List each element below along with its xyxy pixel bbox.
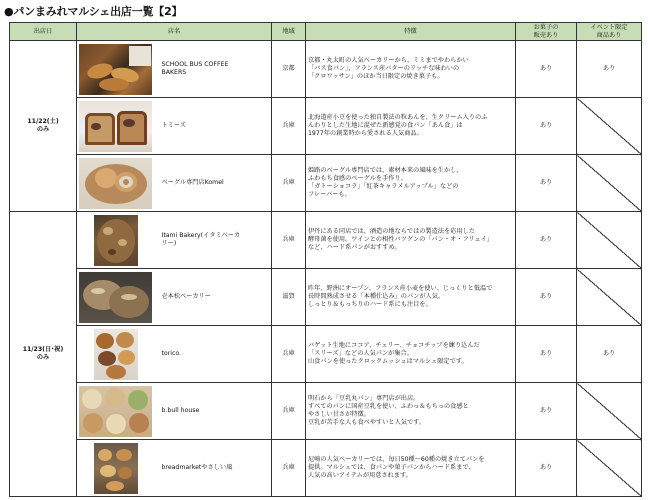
- header-date: 出店日: [10, 23, 77, 41]
- area-cell: 兵庫: [272, 212, 306, 269]
- shop-name: torico.: [160, 326, 272, 383]
- table-row: [10, 269, 642, 326]
- area-cell: 兵庫: [272, 98, 306, 155]
- table-row: [10, 155, 642, 212]
- an-shoku-bread-photo: [79, 101, 152, 152]
- table-row: [10, 212, 642, 269]
- event-cell-empty: [577, 98, 642, 155]
- shop-name: b.bull house: [160, 383, 272, 440]
- sweets-cell: あり: [516, 440, 577, 497]
- header-shop: 店名: [77, 23, 272, 41]
- hard-bread-photo: [94, 215, 138, 266]
- table-row: [10, 383, 642, 440]
- event-cell: あり: [577, 41, 642, 98]
- area-cell: 兵庫: [272, 383, 306, 440]
- sweets-cell: あり: [516, 326, 577, 383]
- country-bread-photo: [79, 272, 152, 323]
- page-title: ●パンまみれマルシェ出店一覧【2】: [4, 5, 183, 18]
- event-cell-empty: [577, 212, 642, 269]
- header-event: イベント限定 商品あり: [577, 23, 642, 41]
- feature-text: 明石から「豆乳丸パン」専門店が出店。 すべてのパンに国産豆乳を使い、ふわっ＆もちっの食感と やさしい甘さが特徴。 豆乳が苦手な人も食べやすいと人気です。: [306, 383, 516, 440]
- feature-text: 昨年、野洲にオープン。フランス産小麦を使い、じっくりと低温で 長時間熟成させる「本種仕込み」のパンが人気。 しっとり＆もっちりのハード系にも注目を。: [306, 269, 516, 326]
- sweets-cell: あり: [516, 41, 577, 98]
- sweets-cell: あり: [516, 212, 577, 269]
- feature-text: 尼崎の人気ベーカリーでは、毎日50種～60種の焼き立てパンを 提供。マルシェでは、食パンや菓子パンからハード系まで、 人気の高いアイテムが用意されます。: [306, 440, 516, 497]
- area-cell: 兵庫: [272, 440, 306, 497]
- table-row: [10, 326, 642, 383]
- header-feature: 特徴: [306, 23, 516, 41]
- header-row: [10, 23, 642, 41]
- shop-name: 壱本松ベーカリー: [160, 269, 272, 326]
- table-row: [10, 98, 642, 155]
- sweets-cell: あり: [516, 269, 577, 326]
- feature-text: 姫路のベーグル専門店では、素材本来の風味を生かし、 ふわもち食感のベーグルを手作り。 「ガトーショコラ」「紅茶キャラメルアップル」などの フレーバーも。: [306, 155, 516, 212]
- bagel-photo: [79, 158, 152, 209]
- event-cell: あり: [577, 326, 642, 383]
- shop-name: Itami Bakery(イタミベーカ リー): [160, 212, 272, 269]
- bread-display-photo: [94, 443, 138, 494]
- croissant-photo: [79, 44, 152, 95]
- date-cell: 11/22(土) のみ: [10, 41, 77, 212]
- event-cell-empty: [577, 269, 642, 326]
- feature-text: 北海道産小豆を使った独自製法の粒あんを、生クリーム入りのふ んわりとした生地に混ぜた新感覚の食パン「あん食」は 1977年の創業時から愛される人気商品。: [306, 98, 516, 155]
- area-cell: 兵庫: [272, 155, 306, 212]
- feature-text: 伊丹にある同店では、酒造の地ならではの製造法を応用した 酵母菌を使用。ワインとの相性バツグンの「パン・オ・フリュイ」 など、ハード系パンがおすすめ。: [306, 212, 516, 269]
- shop-table: [9, 22, 642, 497]
- shop-name: breadmarketやさしい風: [160, 440, 272, 497]
- table-row: [10, 440, 642, 497]
- assorted-buns-photo: [94, 329, 138, 380]
- event-cell-empty: [577, 383, 642, 440]
- sweets-cell: あり: [516, 98, 577, 155]
- header-area: 地域: [272, 23, 306, 41]
- header-sweets: お菓子の 販売あり: [516, 23, 577, 41]
- table-row: [10, 41, 642, 98]
- area-cell: 京都: [272, 41, 306, 98]
- sweets-cell: あり: [516, 383, 577, 440]
- shop-name: トミーズ: [160, 98, 272, 155]
- event-cell-empty: [577, 155, 642, 212]
- sweets-cell: あり: [516, 155, 577, 212]
- area-cell: 兵庫: [272, 326, 306, 383]
- soy-milk-buns-photo: [79, 386, 152, 437]
- event-cell-empty: [577, 440, 642, 497]
- area-cell: 滋賀: [272, 269, 306, 326]
- shop-name: SCHOOL BUS COFFEE BAKERS: [160, 41, 272, 98]
- feature-text: 京都・丸太町の人気ベーカリーから、ミミまでやわらかい 「バス食パン」、フランス産バターのリッチな味わいの 「クロワッサン」のほか当日限定の焼き菓子も。: [306, 41, 516, 98]
- shop-name: ベーグル専門店Komel: [160, 155, 272, 212]
- date-cell: 11/23(日･祝) のみ: [10, 212, 77, 497]
- feature-text: バゲット生地にココア、チェリー、チョコチップを練り込んだ 「スリーズ」などの人気パンが集合。 山食パンを使ったクロックムッシュはマルシェ限定です。: [306, 326, 516, 383]
